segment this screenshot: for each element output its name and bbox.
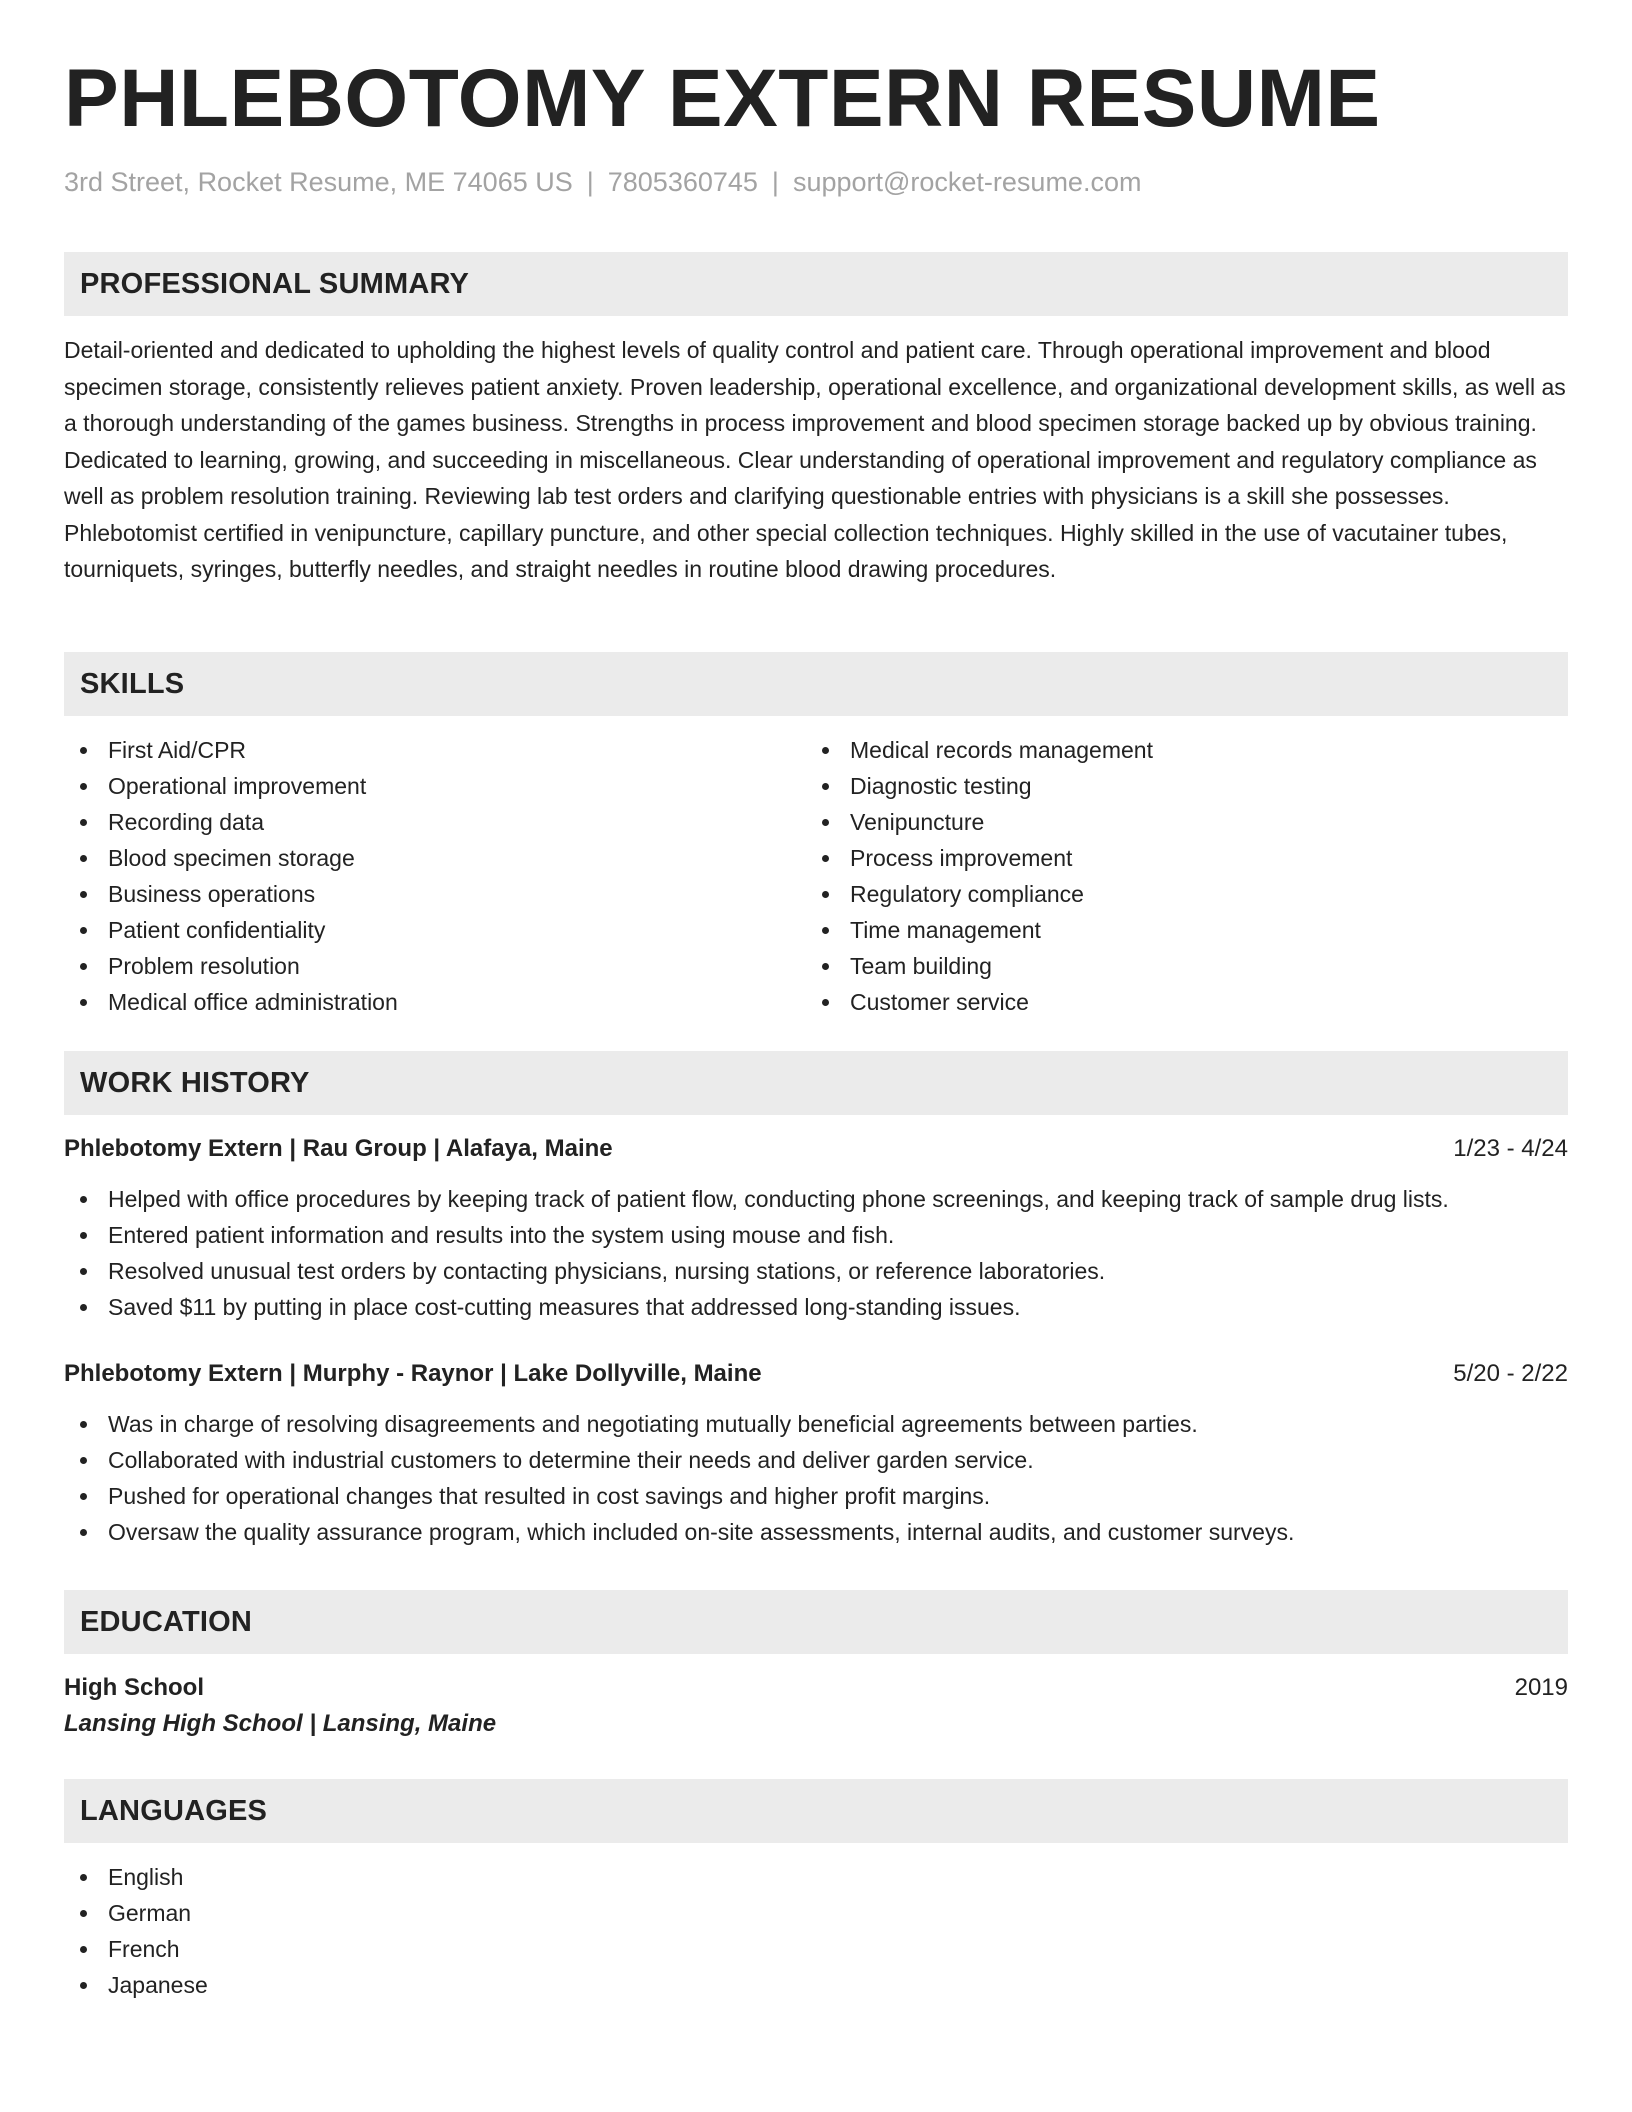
section-heading: SKILLS [64,652,1568,716]
summary-section [64,252,1568,588]
skill-item: Venipuncture [806,804,1548,840]
job-title: Phlebotomy Extern | Rau Group | Alafaya, Maine [64,1135,613,1162]
contact-line [64,166,1141,198]
job-bullet: Helped with office procedures by keeping track of patient flow, conducting phone screenings, and keeping track of sample drug lists. [64,1181,1568,1217]
skills-columns [64,732,1568,1020]
work-history-section [64,1051,1568,1550]
language-item: French [64,1931,1568,1967]
job-dates: 5/20 - 2/22 [1453,1360,1568,1387]
skills-column-right [806,732,1548,1020]
job-entry [64,1131,1568,1325]
language-item: German [64,1895,1568,1931]
contact-phone: 7805360745 [607,167,758,197]
skill-item: Medical records management [806,732,1548,768]
job-bullets [64,1406,1568,1550]
job-bullet: Resolved unusual test orders by contacting physicians, nursing stations, or reference laboratories. [64,1253,1568,1289]
job-title: Phlebotomy Extern | Murphy - Raynor | Lake Dollyville, Maine [64,1360,762,1387]
resume-title: PHLEBOTOMY EXTERN RESUME [64,53,1381,144]
job-bullet: Saved $11 by putting in place cost-cutting measures that addressed long-standing issues. [64,1289,1568,1325]
job-bullet: Collaborated with industrial customers to determine their needs and deliver garden service. [64,1442,1568,1478]
section-heading: LANGUAGES [64,1779,1568,1843]
languages-section [64,1779,1568,2003]
skill-item: Team building [806,948,1548,984]
job-bullet: Pushed for operational changes that resulted in cost savings and higher profit margins. [64,1478,1568,1514]
contact-separator: | [586,167,594,197]
education-section [64,1590,1568,1742]
skill-item: Process improvement [806,840,1548,876]
section-heading: EDUCATION [64,1590,1568,1654]
languages-list [64,1859,1568,2003]
skill-item: Business operations [64,876,806,912]
skill-item: Problem resolution [64,948,806,984]
skill-item: First Aid/CPR [64,732,806,768]
contact-address: 3rd Street, Rocket Resume, ME 74065 US [64,167,573,197]
contact-email: support@rocket-resume.com [792,167,1142,197]
section-heading: PROFESSIONAL SUMMARY [64,252,1568,316]
contact-separator: | [771,167,779,197]
skill-item: Customer service [806,984,1548,1020]
section-heading: WORK HISTORY [64,1051,1568,1115]
summary-text: Detail-oriented and dedicated to upholding the highest levels of quality control and patient care. Through operational improvement and blood specimen storage, consistently relieves patient anxiety. Proven leadership, operational excellence, and organizational development skills, as well as a thorough understanding of the games business. Strengths in process improvement and blood specimen storage backed up by obvious training. Dedicated to learning, growing, and succeeding in miscellaneous. Clear understanding of operational improvement and regulatory compliance as well as problem resolution training. Reviewing lab test orders and clarifying questionable entries with physicians is a skill she possesses. Phlebotomist certified in venipuncture, capillary puncture, and other special collection techniques. Highly skilled in the use of vacutainer tubes, tourniquets, syringes, butterfly needles, and straight needles in routine blood drawing procedures. [64,337,1566,582]
skills-section [64,652,1568,1020]
job-bullets [64,1181,1568,1325]
skill-item: Patient confidentiality [64,912,806,948]
skill-item: Time management [806,912,1548,948]
skill-item: Blood specimen storage [64,840,806,876]
education-school: Lansing High School | Lansing, Maine [64,1710,497,1737]
job-header [64,1356,1568,1392]
skill-item: Diagnostic testing [806,768,1548,804]
job-bullet: Entered patient information and results into the system using mouse and fish. [64,1217,1568,1253]
education-header [64,1670,1568,1706]
job-dates: 1/23 - 4/24 [1453,1135,1568,1162]
education-year: 2019 [1514,1674,1568,1701]
language-item: Japanese [64,1967,1568,2003]
job-header [64,1131,1568,1167]
skills-column-left [64,732,806,1020]
job-entry [64,1356,1568,1550]
skill-item: Recording data [64,804,806,840]
education-degree: High School [64,1674,204,1701]
job-bullet: Oversaw the quality assurance program, which included on-site assessments, internal audits, and customer surveys. [64,1514,1568,1550]
skill-item: Operational improvement [64,768,806,804]
skill-item: Regulatory compliance [806,876,1548,912]
skill-item: Medical office administration [64,984,806,1020]
job-bullet: Was in charge of resolving disagreements and negotiating mutually beneficial agreements between parties. [64,1406,1568,1442]
language-item: English [64,1859,1568,1895]
